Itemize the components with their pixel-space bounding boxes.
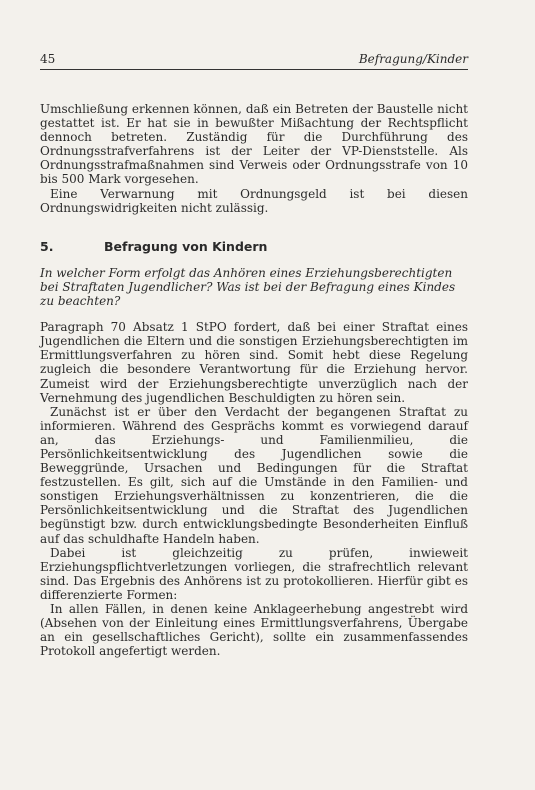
page-body (40, 102, 468, 658)
section-heading (40, 240, 468, 254)
paragraph: Zunächst ist er über den Verdacht der begangenen Straftat zu informieren. Während des Gesprächs kommt es vorwiegend darauf an, das Erziehungs- und Familienmilieu, die Persönlichkeitsentwicklung des Jugendlichen sowie die Beweggründe, Ursachen und Bedingungen für die Straftat festzustellen. Es gilt, sich auf die Umstände in den Familien- und sonstigen Erziehungsverhältnissen zu konzentrieren, die die Persönlichkeitsentwicklung und die Straftat des Jugendlichen begünstigt bzw. durch entwicklungsbedingte Besonderheiten Einfluß auf das schuldhafte Handeln haben. (40, 404, 468, 546)
paragraph: Umschließung erkennen können, daß ein Betreten der Baustelle nicht gestattet ist. Er hat sie in bewußter Mißachtung der Rechtspflicht dennoch betreten. Zuständig für die Durchführung des Ordnungsstrafverfahrens ist der Leiter der VP-Dienststelle. Als Ordnungsstrafmaßnahmen sind Verweis oder Ordnungsstrafe von 10 bis 500 Mark vorgesehen. (40, 102, 468, 187)
paragraph: Eine Verwarnung mit Ordnungsgeld ist bei diesen Ordnungswidrigkeiten nicht zulässig. (40, 186, 468, 215)
section-title: Befragung von Kindern (104, 238, 268, 254)
running-header (40, 52, 468, 70)
paragraph: Paragraph 70 Absatz 1 StPO fordert, daß bei einer Straftat eines Jugendlichen die Eltern und die sonstigen Erziehungsberechtigten im Ermittlungsverfahren zu hören sind. Somit hebt diese Regelung zugleich die besondere Verantwortung für die Erziehung hervor. Zumeist wird der Erziehungsberechtigte unverzüglich nach der Vernehmung des jugendlichen Beschuldigten zu hören sein. (40, 320, 468, 405)
section-number: 5. (40, 238, 54, 254)
running-title: Befragung/Kinder (358, 52, 468, 66)
question-text: In welcher Form erfolgt das Anhören eines Erziehungsberechtigten bei Straftaten Jugendlicher? Was ist bei der Befragung eines Kindes zu beachten? (40, 265, 456, 309)
paragraph: Dabei ist gleichzeitig zu prüfen, inwieweit Erziehungspflichtverletzungen vorliegen, die strafrechtlich relevant sind. Das Ergebnis des Anhörens ist zu protokollieren. Hierfür gibt es differenzierte Formen: (40, 545, 468, 602)
paragraph: In allen Fällen, in denen keine Anklageerhebung angestrebt wird (Absehen von der Einleitung eines Ermittlungsverfahrens, Übergabe an ein gesellschaftliches Gericht), sollte ein zusammenfassendes Protokoll angefertigt werden. (40, 602, 468, 659)
page-number: 45 (40, 52, 56, 66)
book-page (40, 52, 468, 658)
